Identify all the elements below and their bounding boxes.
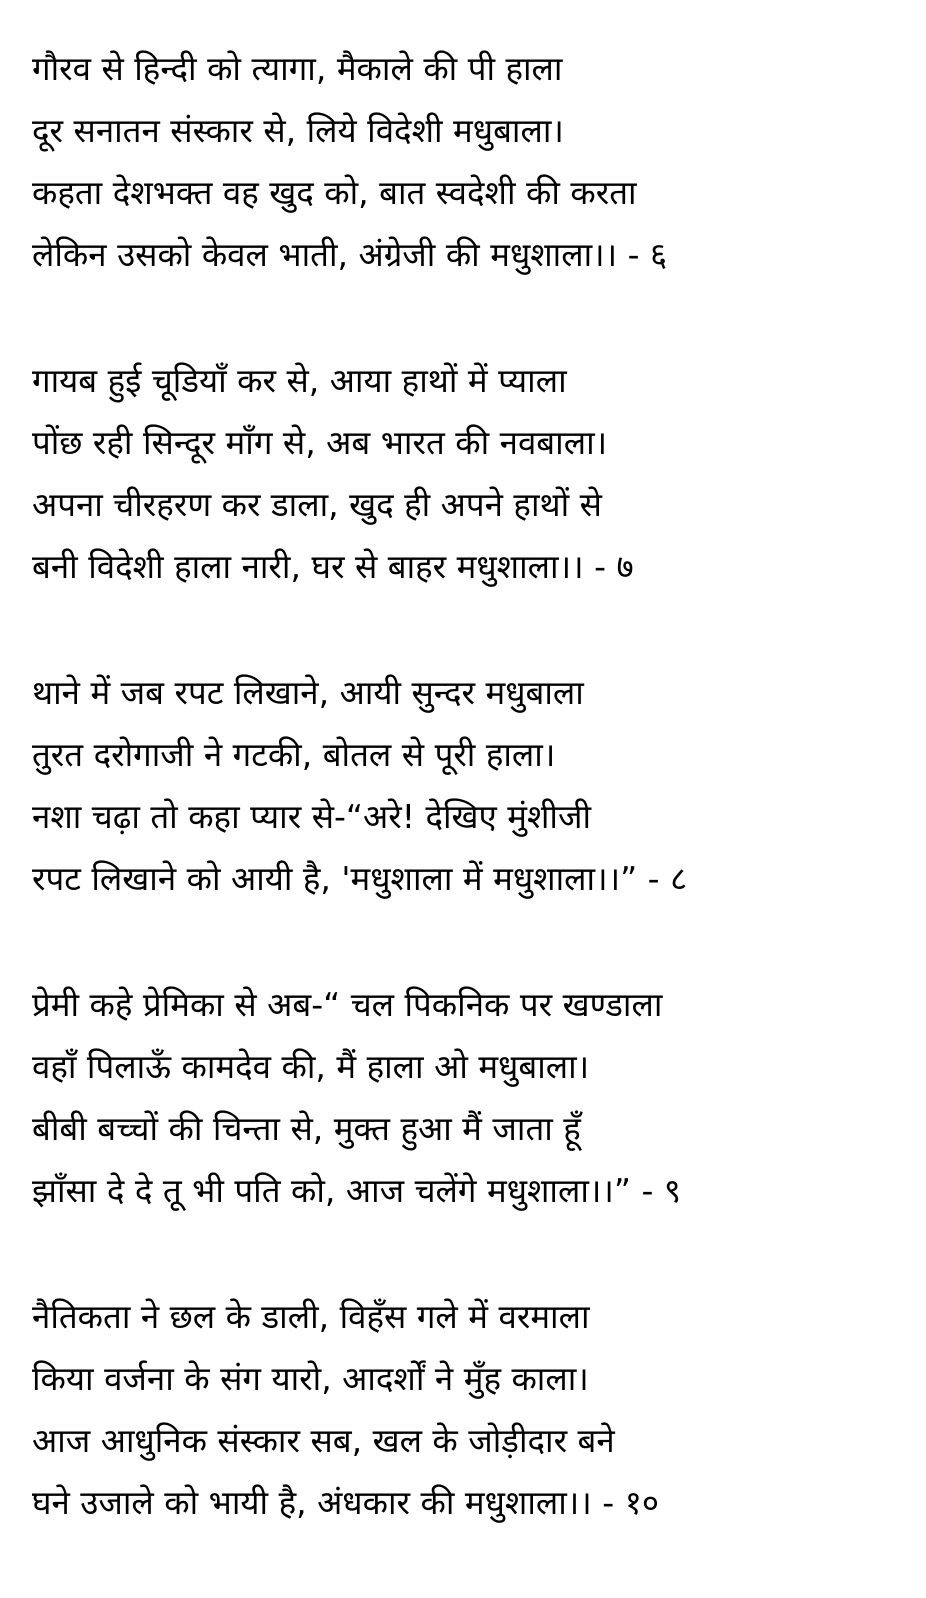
verse-line: अपना चीरहरण कर डाला, खुद ही अपने हाथों से <box>32 485 602 524</box>
verse-line: नशा चढ़ा तो कहा प्यार से-“अरे! देखिए मुंशीजी <box>32 797 592 836</box>
verse-line: पोंछ रही सिन्दूर माँग से, अब भारत की नवबाला। <box>32 423 608 462</box>
stanza-6 <box>32 38 687 286</box>
stanza-8 <box>32 662 687 910</box>
stanza-7 <box>32 350 687 598</box>
verse-line: झाँसा दे दे तू भी पति को, आज चलेंगे मधुशाला।।” - ९ <box>32 1171 682 1210</box>
verse-line: वहाँ पिलाऊँ कामदेव की, मैं हाला ओ मधुबाला। <box>32 1047 590 1086</box>
verse-line: थाने में जब रपट लिखाने, आयी सुन्दर मधुबाला <box>32 673 584 712</box>
stanza-9 <box>32 974 687 1222</box>
verse-line: प्रेमी कहे प्रेमिका से अब-“ चल पिकनिक पर खण्डाला <box>32 985 663 1024</box>
poem <box>32 38 687 1598</box>
verse-line: नैतिकता ने छल के डाली, विहँस गले में वरमाला <box>32 1297 590 1336</box>
stanza-10 <box>32 1286 687 1534</box>
verse-line: घने उजाले को भायी है, अंधकार की मधुशाला।। - १० <box>32 1483 660 1522</box>
verse-line: दूर सनातन संस्कार से, लिये विदेशी मधुबाला। <box>32 111 564 150</box>
verse-line: गायब हुई चूडियाँ कर से, आया हाथों में प्याला <box>32 361 567 400</box>
verse-line: आज आधुनिक संस्कार सब, खल के जोड़ीदार बने <box>32 1421 615 1460</box>
verse-line: किया वर्जना के संग यारो, आदर्शों ने मुँह काला। <box>32 1359 589 1398</box>
verse-line: बनी विदेशी हाला नारी, घर से बाहर मधुशाला।। - ७ <box>32 547 634 586</box>
verse-line: लेकिन उसको केवल भाती, अंग्रेजी की मधुशाला।। - ६ <box>32 235 668 274</box>
verse-line: तुरत दरोगाजी ने गटकी, बोतल से पूरी हाला। <box>32 735 556 774</box>
verse-line: कहता देशभक्त वह खुद को, बात स्वदेशी की करता <box>32 173 637 212</box>
verse-line: गौरव से हिन्दी को त्यागा, मैकाले की पी हाला <box>32 49 563 88</box>
verse-line: रपट लिखाने को आयी है, 'मधुशाला में मधुशाला।।” - ८ <box>32 859 688 898</box>
verse-line: बीबी बच्चों की चिन्ता से, मुक्त हुआ मैं जाता हूँ <box>32 1109 581 1148</box>
